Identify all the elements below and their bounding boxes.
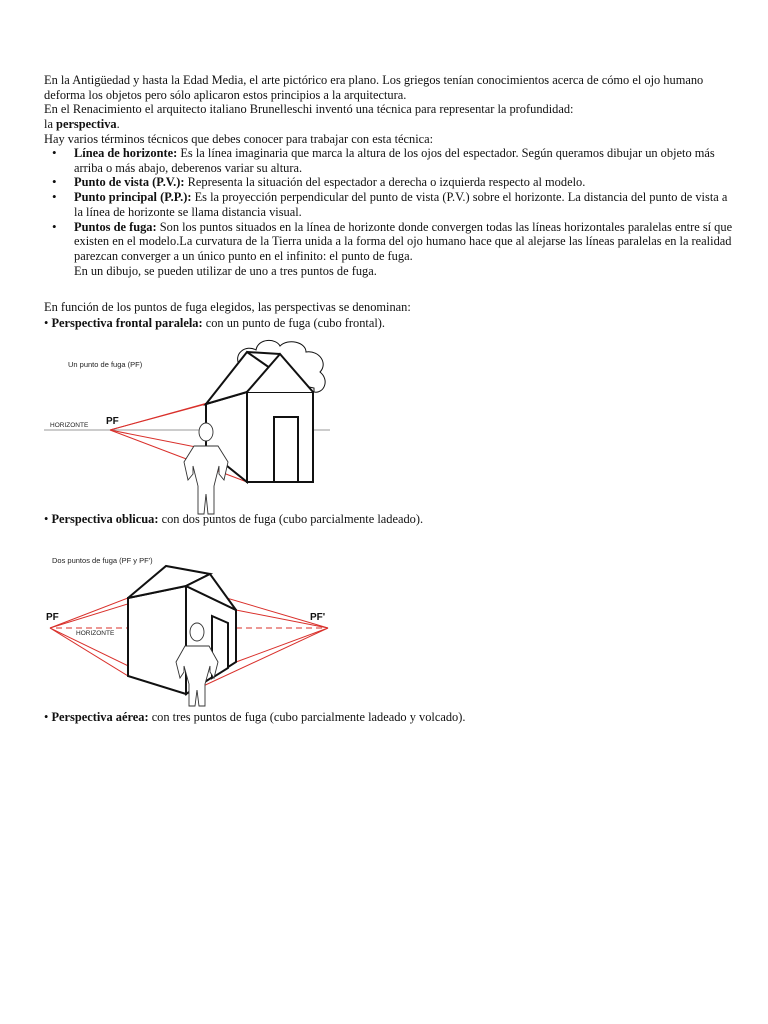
type-name: Perspectiva oblicua: [51, 512, 155, 526]
type-name: Perspectiva frontal paralela: [51, 316, 199, 330]
type-frontal: [44, 316, 734, 331]
type-aerea: [44, 710, 734, 725]
term-desc: Es la proyección perpendicular del punto de vista (P.V.) sobre el horizonte. La distancia del punto de vista a la línea de horizonte se llama distancia visual.: [74, 190, 728, 219]
type-bullet: •: [44, 316, 52, 330]
term-desc: Son los puntos situados en la línea de horizonte donde convergen todas las líneas horizontales paralelas entre sí que existen en el modelo.La curvatura de la Tierra unida a la forma del ojo humano hace que al alejarse las líneas paralelas en la realidad parezcan converger a un único punto en el infinito: el punto de fuga.: [74, 219, 733, 263]
term-name: Línea de horizonte: [74, 146, 174, 160]
term-desc: Es la línea imaginaria que marca la altura de los ojos del espectador. Según queramos dibujar un objeto más arriba o más abajo, deberenos variar su altura.: [74, 146, 715, 175]
term-sep: :: [173, 146, 181, 160]
pf-label: PF: [106, 416, 119, 427]
intro-paragraph-1: En la Antigüedad y hasta la Edad Media, el arte pictórico era plano. Los griegos tenían conocimientos acerca de cómo el ojo humano deforma los objetos pero sólo aplicaron estos principios a la arquitectura.: [44, 73, 704, 102]
intro-paragraph-2: En el Renacimiento el arquitecto italiano Brunelleschi inventó una técnica para representar la profundidad:: [44, 102, 574, 117]
types-intro: En función de los puntos de fuga elegidos, las perspectivas se denominan:: [44, 300, 411, 314]
term-sep: :: [187, 190, 195, 205]
term-sep: :: [152, 219, 160, 234]
term-desc: Representa la situación del espectador a derecha o izquierda respecto al modelo.: [187, 175, 586, 190]
type-name: Perspectiva aérea: [51, 710, 145, 724]
type-bullet: •: [44, 512, 52, 526]
term-sep: :: [180, 175, 188, 190]
horizon-label: HORIZONTE: [50, 422, 89, 429]
term-name: Puntos de fuga: [74, 219, 153, 234]
p3-prefix: la: [44, 117, 57, 132]
pf-left-label: PF: [46, 612, 59, 623]
intro-paragraph-3: [44, 117, 734, 132]
term-name: Punto principal (P.P.): [74, 190, 188, 205]
horizon-label: HORIZONTE: [76, 630, 115, 637]
term-desc-2: En un dibujo, se pueden utilizar de uno a tres puntos de fuga.: [74, 263, 377, 278]
p3-suffix: .: [116, 117, 120, 132]
figure-one-point-perspective: [44, 336, 344, 516]
term-item: [44, 220, 734, 279]
figure2-title: Dos puntos de fuga (PF y PF'): [52, 556, 153, 565]
figure-two-point-perspective: [44, 550, 344, 708]
term-item: [44, 190, 734, 219]
pf-right-label: PF': [310, 612, 326, 623]
terms-list: [44, 146, 734, 278]
intro-paragraph-4: Hay varios términos técnicos que debes conocer para trabajar con esta técnica:: [44, 131, 434, 146]
perspectiva-term: perspectiva: [56, 117, 117, 132]
term-item: [44, 175, 734, 190]
type-sep: :: [144, 710, 152, 724]
type-desc: con dos puntos de fuga (cubo parcialmente ladeado).: [161, 512, 424, 526]
type-sep: :: [198, 316, 206, 330]
term-name: Punto de vista (P.V.): [74, 175, 181, 190]
type-desc: con tres puntos de fuga (cubo parcialmente ladeado y volcado).: [151, 710, 466, 724]
term-item: [44, 146, 734, 175]
type-oblicua: [44, 512, 734, 527]
type-sep: :: [154, 512, 162, 526]
intro-section: [44, 73, 734, 147]
type-desc: con un punto de fuga (cubo frontal).: [205, 316, 385, 330]
figure1-title: Un punto de fuga (PF): [68, 360, 143, 369]
type-bullet: •: [44, 710, 52, 724]
